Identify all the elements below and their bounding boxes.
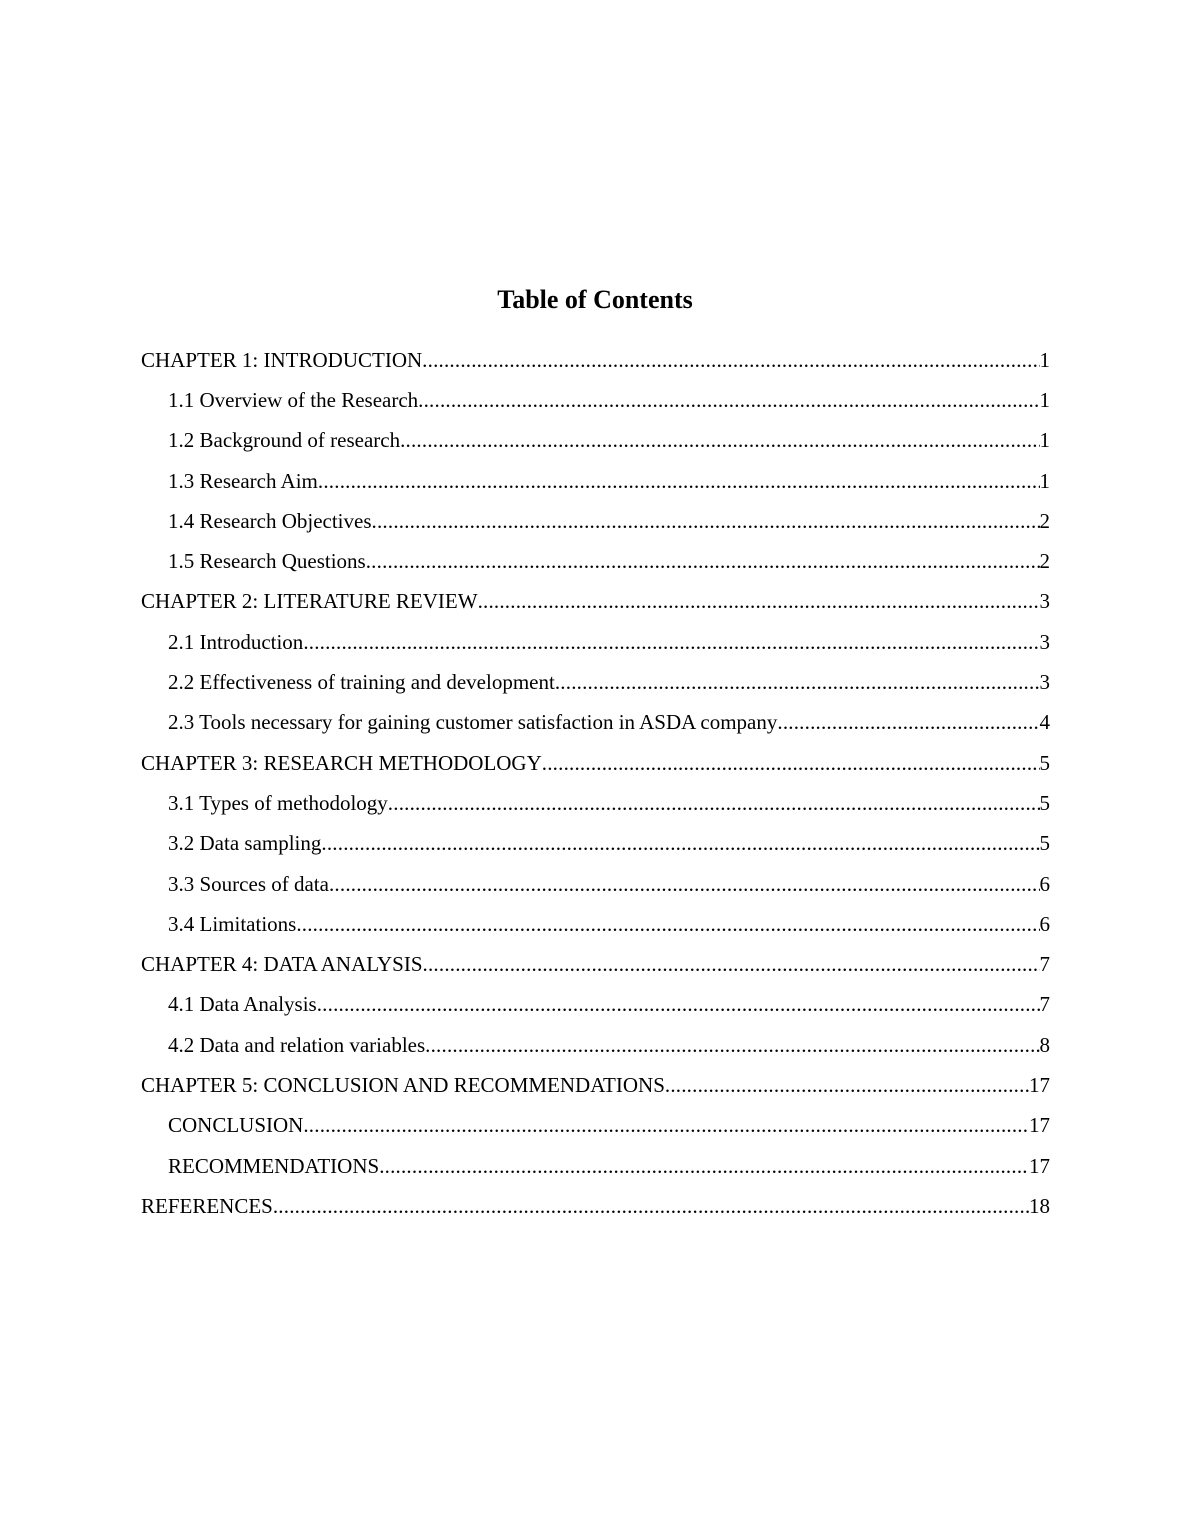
- toc-dot-leader: [317, 992, 1040, 1017]
- toc-entry-page-number: 3: [1039, 670, 1050, 695]
- toc-entry[interactable]: [141, 461, 1050, 501]
- toc-dot-leader: [273, 1194, 1029, 1219]
- toc-dot-leader: [296, 912, 1039, 937]
- toc-entry[interactable]: [141, 904, 1050, 944]
- toc-dot-leader: [423, 952, 1040, 977]
- toc-entry-label: CONCLUSION: [168, 1113, 304, 1138]
- toc-dot-leader: [303, 630, 1039, 655]
- toc-entry-label: 1.2 Background of research: [168, 428, 401, 453]
- toc-entry-label: 1.1 Overview of the Research: [168, 387, 419, 412]
- toc-entry[interactable]: [141, 944, 1050, 984]
- page-title: Table of Contents: [497, 285, 693, 314]
- toc-entry-label: CHAPTER 5: CONCLUSION AND RECOMMENDATIONS: [141, 1072, 665, 1097]
- toc-entry-label: 1.4 Research Objectives: [168, 508, 372, 533]
- toc-entry-label: CHAPTER 4: DATA ANALYSIS: [141, 952, 423, 977]
- toc-entry-label: 2.3 Tools necessary for gaining customer satisfaction in ASDA company: [168, 710, 778, 735]
- toc-entry-page-number: 2: [1039, 508, 1050, 533]
- toc-entry-page-number: 6: [1039, 911, 1050, 936]
- toc-entry-page-number: 1: [1039, 387, 1050, 412]
- toc-entry-page-number: 17: [1029, 1153, 1050, 1178]
- toc-entry-page-number: 17: [1029, 1113, 1050, 1138]
- toc-entry-page-number: 7: [1039, 992, 1050, 1017]
- toc-dot-leader: [379, 1154, 1029, 1179]
- toc-entry[interactable]: [141, 340, 1050, 380]
- toc-dot-leader: [777, 710, 1039, 735]
- toc-dot-leader: [388, 791, 1040, 816]
- toc-dot-leader: [555, 670, 1040, 695]
- toc-entry[interactable]: [141, 380, 1050, 420]
- toc-entry-page-number: 5: [1039, 831, 1050, 856]
- toc-entry[interactable]: [141, 622, 1050, 662]
- toc-entry[interactable]: [141, 783, 1050, 823]
- toc-dot-leader: [366, 549, 1040, 574]
- toc-entry-label: 2.1 Introduction: [168, 629, 304, 654]
- toc-dot-leader: [318, 469, 1040, 494]
- toc-dot-leader: [422, 348, 1039, 373]
- toc-entry-label: 2.2 Effectiveness of training and development: [168, 670, 555, 695]
- toc-entry-label: 4.1 Data Analysis: [168, 992, 317, 1017]
- toc-entry-page-number: 3: [1039, 629, 1050, 654]
- toc-entry-label: 1.5 Research Questions: [168, 549, 366, 574]
- table-of-contents: [141, 340, 1050, 1227]
- toc-entry[interactable]: [141, 743, 1050, 783]
- toc-entry[interactable]: [141, 501, 1050, 541]
- toc-dot-leader: [329, 872, 1040, 897]
- toc-entry[interactable]: [141, 824, 1050, 864]
- toc-dot-leader: [665, 1073, 1029, 1098]
- toc-entry-page-number: 2: [1039, 549, 1050, 574]
- toc-dot-leader: [425, 1033, 1039, 1058]
- toc-entry-page-number: 1: [1039, 428, 1050, 453]
- toc-dot-leader: [303, 1113, 1029, 1138]
- toc-entry[interactable]: [141, 662, 1050, 702]
- toc-entry-label: 1.3 Research Aim: [168, 468, 318, 493]
- toc-entry[interactable]: [141, 421, 1050, 461]
- toc-entry[interactable]: [141, 703, 1050, 743]
- toc-entry-label: 3.2 Data sampling: [168, 831, 322, 856]
- toc-entry[interactable]: [141, 864, 1050, 904]
- toc-entry[interactable]: [141, 985, 1050, 1025]
- toc-entry-page-number: 3: [1039, 589, 1050, 614]
- toc-entry-label: 3.1 Types of methodology: [168, 790, 388, 815]
- toc-entry-page-number: 5: [1039, 750, 1050, 775]
- toc-entry-label: 3.3 Sources of data: [168, 871, 329, 896]
- toc-dot-leader: [372, 509, 1040, 534]
- toc-entry-page-number: 6: [1039, 871, 1050, 896]
- toc-entry-page-number: 1: [1039, 468, 1050, 493]
- toc-entry[interactable]: [141, 541, 1050, 581]
- toc-entry-page-number: 17: [1029, 1072, 1050, 1097]
- toc-entry-page-number: 4: [1039, 710, 1050, 735]
- toc-entry-page-number: 1: [1039, 347, 1050, 372]
- toc-entry-label: RECOMMENDATIONS: [168, 1153, 380, 1178]
- toc-entry-label: REFERENCES: [141, 1193, 273, 1218]
- toc-entry[interactable]: [141, 1025, 1050, 1065]
- toc-dot-leader: [418, 388, 1039, 413]
- toc-dot-leader: [321, 831, 1039, 856]
- toc-entry-label: CHAPTER 2: LITERATURE REVIEW: [141, 589, 478, 614]
- toc-entry[interactable]: [141, 1065, 1050, 1105]
- toc-entry-label: 4.2 Data and relation variables: [168, 1032, 426, 1057]
- toc-entry[interactable]: [141, 1106, 1050, 1146]
- toc-entry-label: CHAPTER 1: INTRODUCTION: [141, 347, 423, 372]
- toc-entry-label: CHAPTER 3: RESEARCH METHODOLOGY: [141, 750, 542, 775]
- toc-entry-label: 3.4 Limitations: [168, 911, 297, 936]
- toc-entry-page-number: 7: [1039, 952, 1050, 977]
- toc-dot-leader: [478, 589, 1040, 614]
- toc-entry[interactable]: [141, 1186, 1050, 1226]
- toc-dot-leader: [400, 428, 1039, 453]
- toc-entry[interactable]: [141, 582, 1050, 622]
- toc-entry-page-number: 8: [1039, 1032, 1050, 1057]
- toc-dot-leader: [542, 751, 1040, 776]
- toc-entry[interactable]: [141, 1146, 1050, 1186]
- toc-entry-page-number: 5: [1039, 790, 1050, 815]
- toc-entry-page-number: 18: [1029, 1193, 1050, 1218]
